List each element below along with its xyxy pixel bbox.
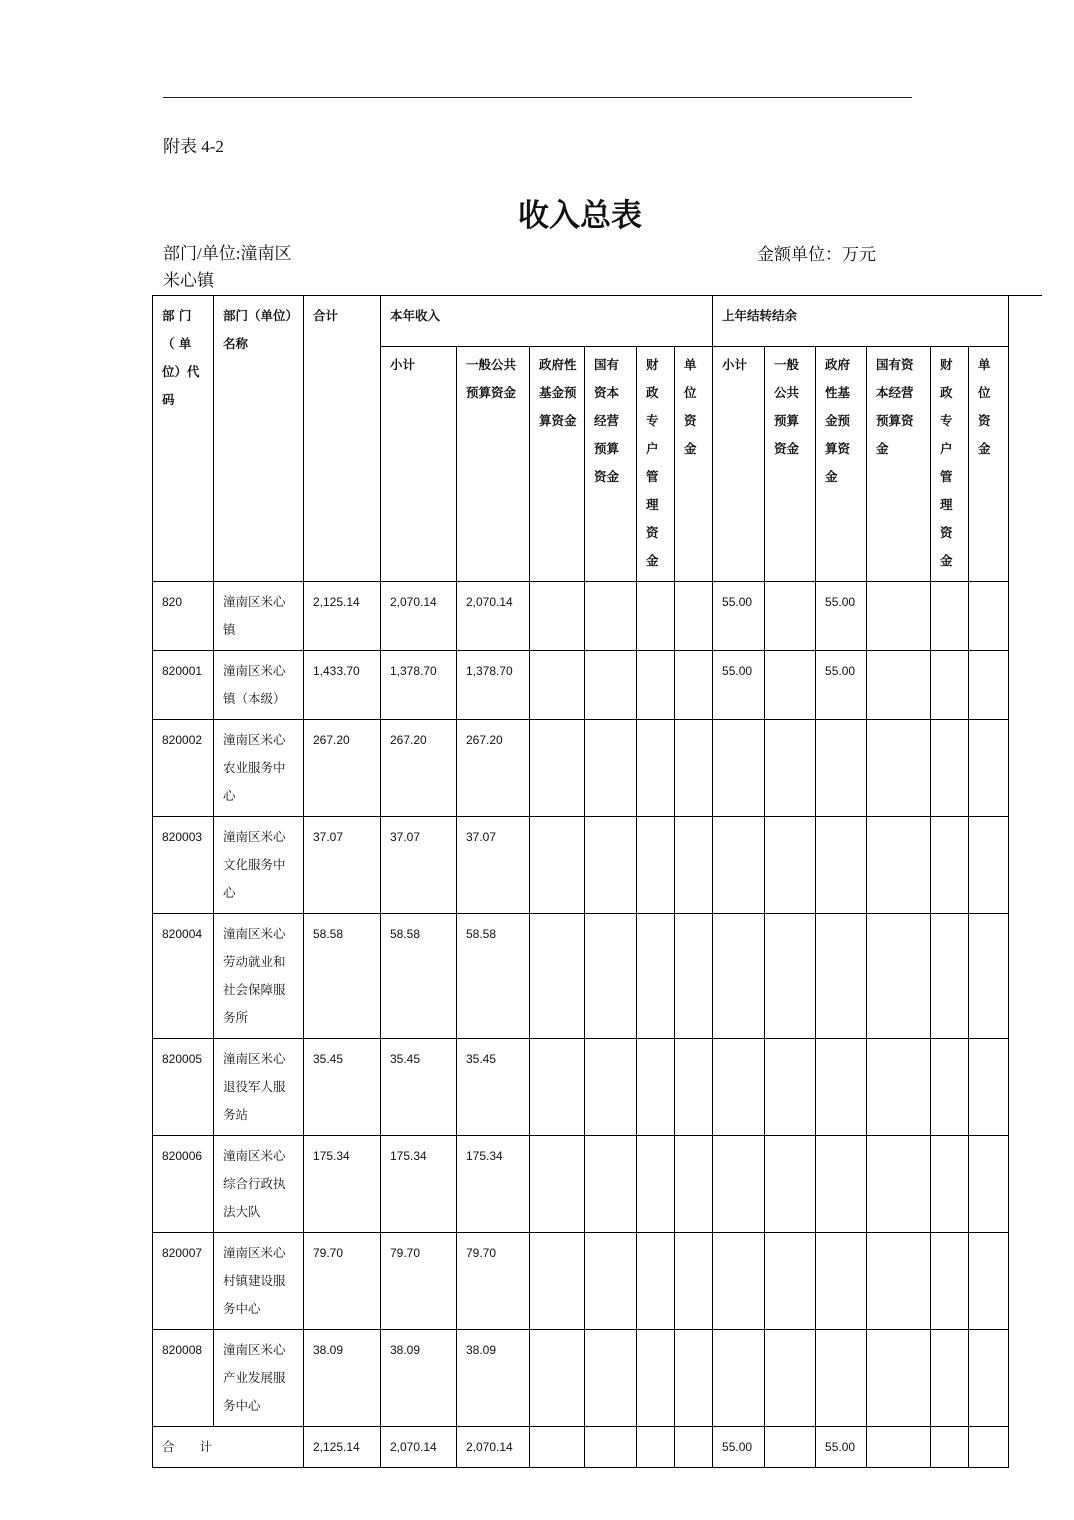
cell-c-gen: 267.20 [457,720,530,817]
cell-p-soe [867,817,931,914]
cell-total: 267.20 [304,720,381,817]
cell-p-sub [713,1330,765,1427]
total-cell-c-unit [675,1427,713,1468]
header-carryover-soe-capital: 国有资本经营预算资金 [867,347,931,582]
header-total: 合计 [304,296,381,582]
cell-p-gov: 55.00 [816,651,867,720]
total-cell-p-soe [867,1427,931,1468]
cell-total: 35.45 [304,1039,381,1136]
cell-c-sub: 1,378.70 [381,651,457,720]
cell-total: 58.58 [304,914,381,1039]
cell-p-soe [867,1233,931,1330]
header-rule [163,97,912,98]
cell-p-gov [816,817,867,914]
cell-c-soe [585,1233,637,1330]
cell-p-soe [867,720,931,817]
cell-c-sub: 175.34 [381,1136,457,1233]
cell-c-soe [585,720,637,817]
cell-p-fin [931,817,969,914]
total-cell-c-fin [637,1427,675,1468]
cell-c-fin [637,914,675,1039]
header-carryover-subtotal: 小计 [713,347,765,582]
total-cell-p-sub: 55.00 [713,1427,765,1468]
cell-c-soe [585,817,637,914]
cell-name: 潼南区米心产业发展服务中心 [214,1330,304,1427]
total-row [153,1427,1009,1468]
total-cell-total: 2,125.14 [304,1427,381,1468]
cell-p-unit [969,1039,1009,1136]
cell-p-fin [931,651,969,720]
cell-code: 820001 [153,651,214,720]
cell-c-fin [637,817,675,914]
cell-p-soe [867,1136,931,1233]
header-current-unit-funds: 单位资金 [675,347,713,582]
total-cell-c-gov [530,1427,585,1468]
table-row [153,651,1009,720]
cell-p-sub: 55.00 [713,582,765,651]
table-row [153,720,1009,817]
cell-total: 79.70 [304,1233,381,1330]
cell-c-fin [637,1136,675,1233]
cell-c-fin [637,582,675,651]
cell-code: 820006 [153,1136,214,1233]
total-cell-p-gov: 55.00 [816,1427,867,1468]
cell-p-fin [931,582,969,651]
total-cell-c-sub: 2,070.14 [381,1427,457,1468]
header-carryover: 上年结转结余 [713,296,1009,347]
cell-c-fin [637,1039,675,1136]
cell-c-unit [675,914,713,1039]
cell-c-sub: 267.20 [381,720,457,817]
page-title: 收入总表 [518,198,642,234]
table-row [153,1136,1009,1233]
cell-c-sub: 35.45 [381,1039,457,1136]
cell-code: 820005 [153,1039,214,1136]
cell-name: 潼南区米心劳动就业和社会保障服务所 [214,914,304,1039]
cell-c-gen: 175.34 [457,1136,530,1233]
cell-name: 潼南区米心镇（本级） [214,651,304,720]
cell-p-gen [765,582,816,651]
cell-p-soe [867,582,931,651]
cell-total: 38.09 [304,1330,381,1427]
table-row [153,817,1009,914]
header-carryover-gov-fund: 政府性基金预算资金 [816,347,867,582]
total-cell-p-fin [931,1427,969,1468]
cell-c-sub: 37.07 [381,817,457,914]
cell-c-gov [530,720,585,817]
header-current-fiscal-account: 财政专户管理资金 [637,347,675,582]
income-summary-table [152,295,1009,1468]
cell-c-gen: 37.07 [457,817,530,914]
cell-c-unit [675,817,713,914]
cell-c-unit [675,1039,713,1136]
cell-p-sub [713,1136,765,1233]
cell-p-gov [816,1136,867,1233]
cell-p-unit [969,817,1009,914]
cell-c-unit [675,1136,713,1233]
cell-p-unit [969,914,1009,1039]
cell-c-gen: 1,378.70 [457,651,530,720]
cell-c-unit [675,582,713,651]
cell-p-unit [969,582,1009,651]
cell-p-soe [867,1330,931,1427]
cell-p-soe [867,651,931,720]
cell-c-soe [585,1136,637,1233]
table-extension-line [1007,295,1042,296]
header-carryover-fiscal-account: 财政专户管理资金 [931,347,969,582]
cell-total: 37.07 [304,817,381,914]
cell-p-gen [765,1136,816,1233]
cell-p-gov [816,914,867,1039]
cell-c-sub: 79.70 [381,1233,457,1330]
cell-p-soe [867,1039,931,1136]
cell-p-gov: 55.00 [816,582,867,651]
cell-c-gen: 38.09 [457,1330,530,1427]
cell-p-gen [765,1233,816,1330]
total-cell-c-gen: 2,070.14 [457,1427,530,1468]
cell-p-gov [816,1039,867,1136]
cell-p-gen [765,914,816,1039]
table-row [153,914,1009,1039]
cell-name: 潼南区米心退役军人服务站 [214,1039,304,1136]
cell-c-sub: 38.09 [381,1330,457,1427]
cell-c-sub: 2,070.14 [381,582,457,651]
cell-c-unit [675,1330,713,1427]
cell-p-soe [867,914,931,1039]
table-row [153,1233,1009,1330]
amount-unit-label: 金额单位：万元 [757,245,876,264]
table-row [153,1039,1009,1136]
annex-label: 附表 4-2 [163,137,224,156]
total-cell-p-unit [969,1427,1009,1468]
cell-p-unit [969,1136,1009,1233]
cell-p-gen [765,1039,816,1136]
cell-p-fin [931,914,969,1039]
cell-p-unit [969,720,1009,817]
cell-c-gov [530,582,585,651]
cell-p-gen [765,651,816,720]
cell-c-soe [585,914,637,1039]
header-current-income: 本年收入 [381,296,713,347]
cell-p-fin [931,1136,969,1233]
cell-c-gov [530,1330,585,1427]
cell-c-gen: 2,070.14 [457,582,530,651]
cell-p-gov [816,1330,867,1427]
header-name: 部门（单位）名称 [214,296,304,582]
cell-c-unit [675,1233,713,1330]
cell-p-sub [713,817,765,914]
cell-c-gen: 35.45 [457,1039,530,1136]
header-current-soe-capital: 国有资本经营预算资金 [585,347,637,582]
cell-code: 820008 [153,1330,214,1427]
cell-p-unit [969,651,1009,720]
total-cell-c-soe [585,1427,637,1468]
cell-code: 820003 [153,817,214,914]
cell-c-soe [585,582,637,651]
cell-name: 潼南区米心镇 [214,582,304,651]
cell-total: 175.34 [304,1136,381,1233]
department-unit-label: 部门/单位:潼南区米心镇 [163,244,292,290]
cell-p-fin [931,720,969,817]
cell-c-gov [530,914,585,1039]
cell-c-gov [530,817,585,914]
cell-code: 820007 [153,1233,214,1330]
header-current-gov-fund: 政府性基金预算资金 [530,347,585,582]
cell-p-unit [969,1330,1009,1427]
header-code: 部 门 （ 单 位）代码 [153,296,214,582]
cell-c-gov [530,1136,585,1233]
cell-p-fin [931,1330,969,1427]
cell-name: 潼南区米心综合行政执法大队 [214,1136,304,1233]
header-current-general-budget: 一般公共预算资金 [457,347,530,582]
cell-p-fin [931,1233,969,1330]
cell-c-sub: 58.58 [381,914,457,1039]
header-carryover-general-budget: 一般公共预算资金 [765,347,816,582]
cell-p-sub: 55.00 [713,651,765,720]
cell-p-sub [713,914,765,1039]
cell-c-gen: 58.58 [457,914,530,1039]
cell-code: 820002 [153,720,214,817]
cell-p-gen [765,720,816,817]
total-cell-p-gen [765,1427,816,1468]
cell-p-sub [713,1233,765,1330]
cell-code: 820 [153,582,214,651]
cell-c-soe [585,651,637,720]
cell-total: 1,433.70 [304,651,381,720]
cell-p-fin [931,1039,969,1136]
cell-name: 潼南区米心文化服务中心 [214,817,304,914]
cell-name: 潼南区米心农业服务中心 [214,720,304,817]
table-row [153,1330,1009,1427]
header-current-subtotal: 小计 [381,347,457,582]
cell-c-gov [530,1039,585,1136]
cell-c-fin [637,1330,675,1427]
header-carryover-unit-funds: 单位资金 [969,347,1009,582]
cell-c-unit [675,651,713,720]
cell-c-fin [637,720,675,817]
cell-p-gov [816,720,867,817]
cell-name: 潼南区米心村镇建设服务中心 [214,1233,304,1330]
cell-c-soe [585,1330,637,1427]
cell-code: 820004 [153,914,214,1039]
cell-p-gov [816,1233,867,1330]
cell-c-unit [675,720,713,817]
cell-p-unit [969,1233,1009,1330]
cell-c-gov [530,1233,585,1330]
cell-p-gen [765,817,816,914]
cell-total: 2,125.14 [304,582,381,651]
cell-c-gen: 79.70 [457,1233,530,1330]
cell-p-sub [713,1039,765,1136]
cell-c-fin [637,651,675,720]
cell-c-gov [530,651,585,720]
cell-c-fin [637,1233,675,1330]
table-row [153,582,1009,651]
cell-c-soe [585,1039,637,1136]
cell-p-sub [713,720,765,817]
cell-p-gen [765,1330,816,1427]
total-label: 合 计 [153,1427,304,1468]
